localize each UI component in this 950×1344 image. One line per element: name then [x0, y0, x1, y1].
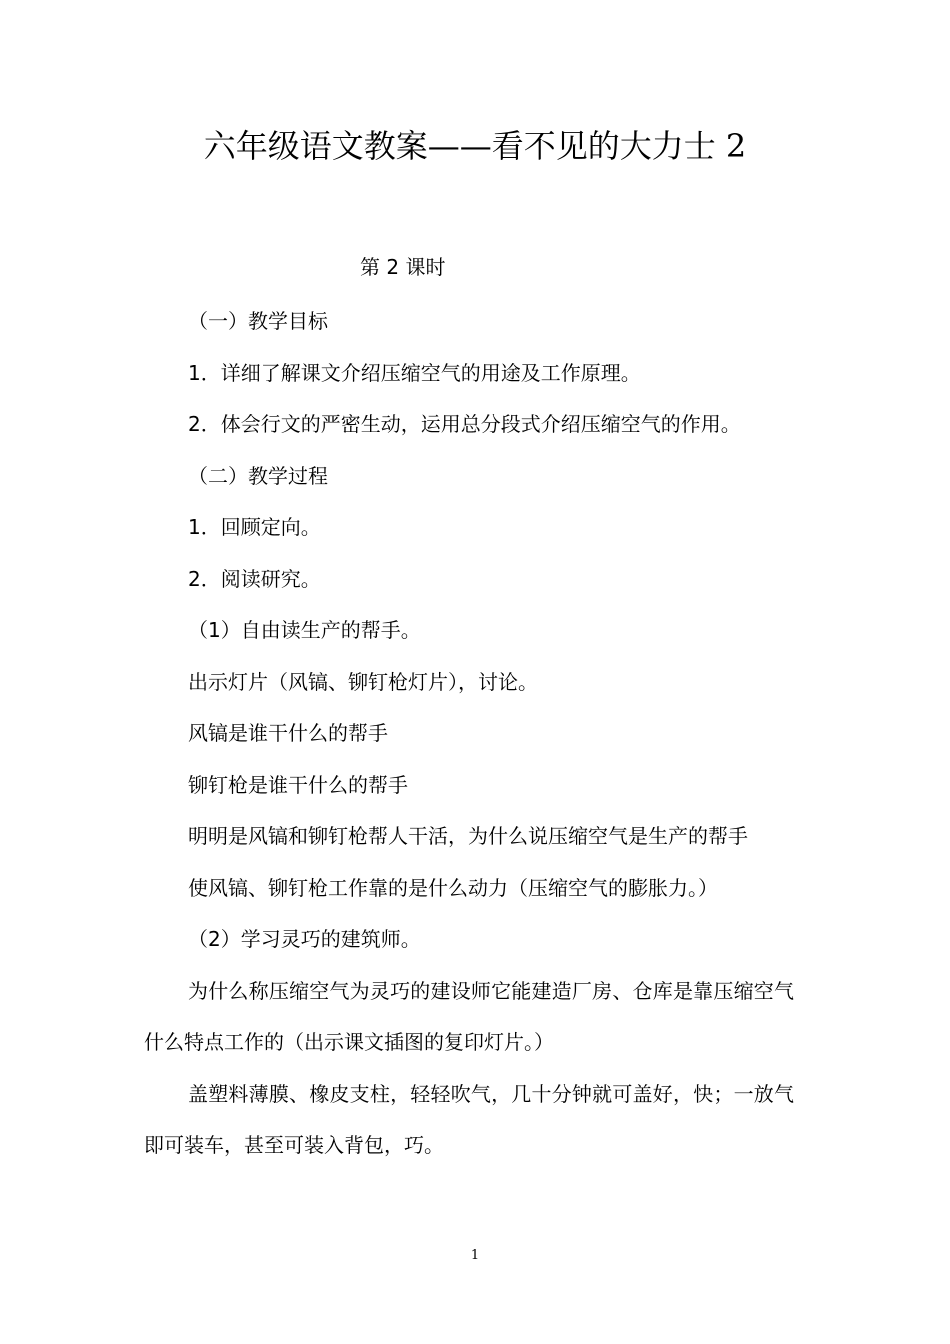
paragraph: 铆钉枪是谁干什么的帮手	[188, 772, 408, 797]
section-heading-goals: （一）教学目标	[188, 309, 328, 333]
paragraph: 明明是风镐和铆钉枪帮人干活，为什么说压缩空气是生产的帮手	[188, 824, 748, 848]
paragraph: 使风镐、铆钉枪工作靠的是什么动力（压缩空气的膨胀力。）	[188, 875, 718, 900]
paragraph: 1．回顾定向。	[188, 515, 321, 539]
paragraph: （1）自由读生产的帮手。	[188, 618, 421, 642]
document-body	[144, 296, 794, 1172]
paragraph: 为什么称压缩空气为灵巧的建设师它能建造厂房、仓库是靠压缩空气什么特点工作的（出示课文插图的复印灯片。）	[144, 978, 794, 1054]
lesson-heading: 第 2 课时	[360, 255, 446, 279]
paragraph: 2．阅读研究。	[188, 566, 321, 591]
paragraph: 2．体会行文的严密生动，运用总分段式介绍压缩空气的作用。	[188, 412, 741, 436]
section-heading-process: （二）教学过程	[188, 463, 328, 488]
paragraph: 出示灯片（风镐、铆钉枪灯片），讨论。	[188, 669, 538, 694]
paragraph: 风镐是谁干什么的帮手	[188, 721, 388, 745]
paragraph: （2）学习灵巧的建筑师。	[188, 927, 421, 951]
page-number: 1	[470, 1248, 480, 1263]
paragraph: 1．详细了解课文介绍压缩空气的用途及工作原理。	[188, 360, 641, 385]
document-title: 六年级语文教案——看不见的大力士 2	[203, 127, 747, 165]
paragraph: 盖塑料薄膜、橡皮支柱，轻轻吹气，几十分钟就可盖好，快；一放气即可装车，甚至可装入背包，巧。	[144, 1081, 794, 1157]
